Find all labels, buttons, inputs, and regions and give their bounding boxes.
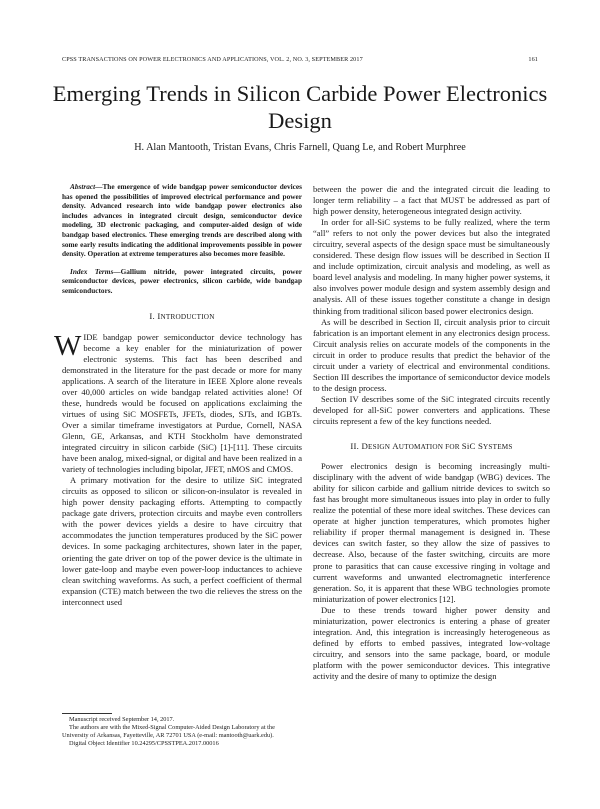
section-heading-introduction: I. INTRODUCTION bbox=[149, 310, 215, 321]
footnote-received: Manuscript received September 14, 2017. bbox=[69, 716, 175, 723]
design-paragraph-2: Due to these trends toward higher power density and miniaturization, power electronics is entering a phase of greater integration. And, this integration is increasingly heterogeneous as defined by efforts to embed passives, integrated low-voltage circuitry, and sensors into the same package, board, or module platform with the power semiconductor devices. This integrative activity and the desire of many to optimize the design bbox=[313, 604, 550, 681]
abstract bbox=[62, 182, 302, 259]
drop-cap: W bbox=[54, 329, 82, 362]
section-heading-design-automation: II. DESIGN AUTOMATION FOR SiC SYSTEMS bbox=[350, 441, 513, 452]
right-paragraph-3: As will be described in Section II, circuit analysis prior to circuit fabrication is an important element in any electronics design process. Circuit analysis relies on accurate models of the components in the circuit in order to produce results that predict the behavior of the circuit under a variety of electrical and environmental conditions. Section III describes the importance of semiconductor device models to the design process. bbox=[313, 316, 550, 393]
abstract-label: Abstract bbox=[70, 182, 96, 191]
abstract-text: —The emergence of wide bandgap power semiconductor devices has opened the possibilities of improved electrical performance and power density. Advanced research into wide bandgap power electronics also includes advances in integrated circuit design, semiconductor device modeling, 3D electronic packaging, and computer-aided design of wide bandgap based electronics. These emerging trends are described along with some early results indicating the additional improvements possible in power density. Operation at extreme temperatures also becomes more feasible. bbox=[62, 182, 302, 259]
right-paragraph-2: In order for all-SiC systems to be fully realized, where the term “all” refers to not only the power devices but also the integrated circuitry, several aspects of the design space must be simultaneously considered. These design flow issues will be described in Section II and include optimization, circuit analysis and modeling, as well as board level analysis and modeling. In many higher power systems, it also involves power module design and system assembly design and analysis. All of these issues together constitute a change in design thinking from traditional silicon based power electronics design. bbox=[313, 217, 550, 316]
running-header bbox=[62, 56, 538, 63]
author-list: H. Alan Mantooth, Tristan Evans, Chris Farnell, Quang Le, and Robert Murphree bbox=[134, 142, 466, 153]
intro-paragraph-1: WIDE bandgap power semiconductor device technology has become a key enabler for the miniaturization of power electronic systems. This fact has been described and demonstrated in the literature for the past decade or more for many applications. A search of the literature in IEEE Xplore alone reveals over 40,000 articles on wide bandgap related activities alone! Of these, hundreds would be focused on applications exclaiming the virtues of using SiC MOSFETs, JFETs, diodes, SJTs, and IGBTs. Over a similar timeframe investigators at Purdue, Cornell, NASA Glenn, GE, Arkansas, and KTH Stockholm have demonstrated integrated circuitry in silicon carbide (SiC) [1]-[11]. These circuits have been analog, mixed-signal, or digital and have been realized in a variety of technologies including bipolar, JFET, nMOS and CMOS. bbox=[54, 329, 302, 475]
footnote-affiliation: The authors are with the Mixed-Signal Computer-Aided Design Laboratory at the University of Arkansas, Fayetteville, AR 72701 USA (e-mail: mantooth@uark.edu). bbox=[62, 724, 275, 740]
journal-name: CPSS TRANSACTIONS ON POWER ELECTRONICS AND APPLICATIONS, VOL. 2, NO. 3, SEPTEMBER 2017 bbox=[62, 56, 363, 63]
footnote-doi: Digital Object Identifier 10.24295/CPSSTPEA.2017.00016 bbox=[69, 740, 219, 748]
footnotes bbox=[62, 716, 302, 748]
index-terms-text: —Gallium nitride, power integrated circuits, power semiconductor devices, power electronics, silicon carbide, wide bandgap semiconductors. bbox=[62, 266, 302, 295]
design-paragraph-1: Power electronics design is becoming increasingly multi-disciplinary with the advent of wide bandgap (WBG) devices. The ability for silicon carbide and gallium nitride devices to switch so fast has brought more simultaneous issues into play in order to fully realize the potential of these more ideal switches. These devices can operate at higher junction temperatures, which promotes higher reliability if proper thermal management is designed in. These devices can switch faster, so they allow the size of passives to decrease. Also, because of the faster switching, circuits are more prone to parasitics that can cause excessive ringing in voltage and current waveforms and unwanted electromagnetic interference generation. So, it is apparent that these WBG technologies promote miniaturization of power electronics [12]. bbox=[313, 461, 550, 604]
paper-title: Emerging Trends in Silicon Carbide Power Electronics Design bbox=[52, 81, 548, 133]
left-column bbox=[54, 182, 302, 608]
index-terms bbox=[62, 267, 302, 296]
page-number: 161 bbox=[528, 56, 538, 63]
footnote-divider bbox=[62, 713, 112, 714]
intro-paragraph-2: A primary motivation for the desire to utilize SiC integrated circuits as opposed to silicon or silicon-on-insulator is revealed in high power density packaging efforts. Attempting to compactly package gate drivers, protection circuits and maybe even controllers with the power devices yields a desire to have circuitry that accommodates the junction temperatures produced by the SiC power devices. In some packaging architectures, shown later in the paper, orienting the gate driver on top of the power device is the ultimate in lower gate-loop and maybe even power-loop inductances to achieve clean switching waveforms. As such, a perfect coefficient of thermal expansion (CTE) match between the two die relieves the stress on the interconnect used bbox=[62, 475, 302, 607]
index-terms-label: Index Terms bbox=[70, 266, 114, 276]
continued-paragraph: between the power die and the integrated circuit die leading to longer term reliability – a fact that MUST be addressed as part of high power density, heterogeneous integrated design activity. bbox=[313, 184, 550, 217]
right-paragraph-4: Section IV describes some of the SiC integrated circuits recently developed for all-SiC power converters and applications. These circuits represent a few of the key functions needed. bbox=[313, 393, 550, 426]
right-column bbox=[313, 184, 550, 682]
